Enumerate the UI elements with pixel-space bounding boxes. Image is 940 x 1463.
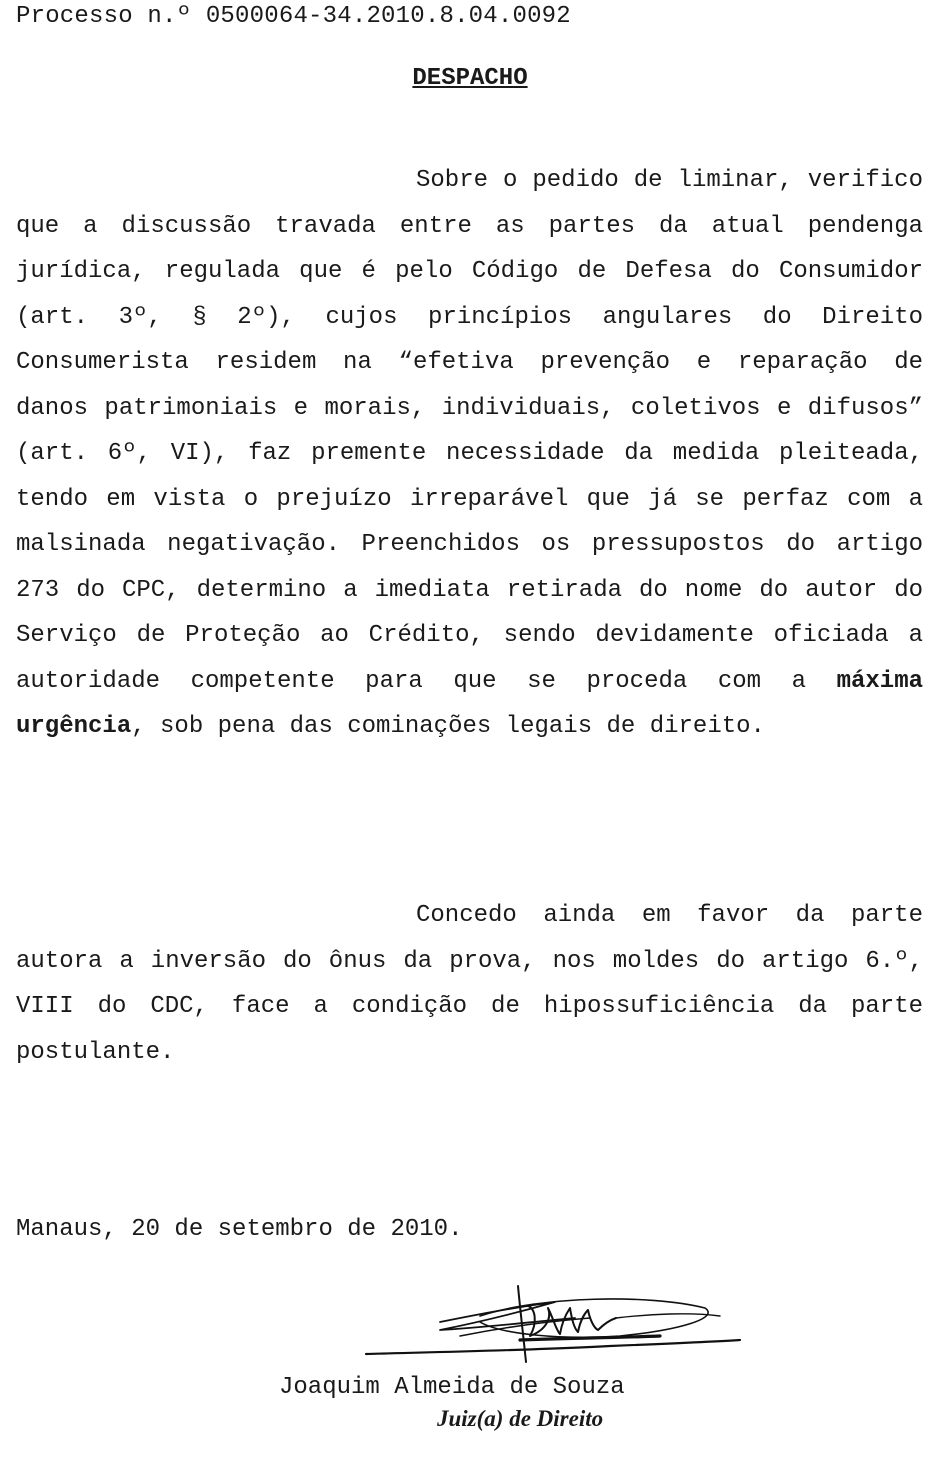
handwritten-signature (360, 1278, 750, 1368)
process-number: Processo n.º 0500064-34.2010.8.04.0092 (16, 3, 571, 30)
signer-role: Juiz(a) de Direito (437, 1406, 604, 1431)
paragraph-text-end: , sob pena das cominações legais de direito. (131, 713, 765, 740)
body-paragraph-burden-of-proof (16, 893, 923, 1075)
document-title: DESPACHO (412, 65, 528, 92)
paragraph-text: Concedo ainda em favor da parte autora a inversão do ônus da prova, nos moldes do artigo 6.º, VIII do CDC, face a condição de hipossuficiência da parte postulante. (16, 902, 923, 1066)
place-and-date: Manaus, 20 de setembro de 2010. (16, 1216, 463, 1243)
paragraph-text: Sobre o pedido de liminar, verifico que a discussão travada entre as partes da atual pendenga jurídica, regulada que é pelo Código de Defesa do Consumidor (art. 3º, § 2º), cujos princípios angulares do Direito Consumerista residem na “efetiva prevenção e reparação de danos patrimoniais e morais, individuais, coletivos e difusos” (art. 6º, VI), faz premente necessidade da medida pleiteada, tendo em vista o prejuízo irreparável que já se perfaz com a malsinada negativação. Preenchidos os pressupostos do artigo 273 do CPC, determino a imediata retirada do nome do autor do Serviço de Proteção ao Crédito, sendo devidamente oficiada a autoridade competente para que se proceda com a (16, 167, 923, 695)
emphasis-text: máxima urgência (16, 667, 923, 740)
body-paragraph-injunction (16, 158, 923, 750)
signer-name: Joaquim Almeida de Souza (279, 1374, 625, 1401)
